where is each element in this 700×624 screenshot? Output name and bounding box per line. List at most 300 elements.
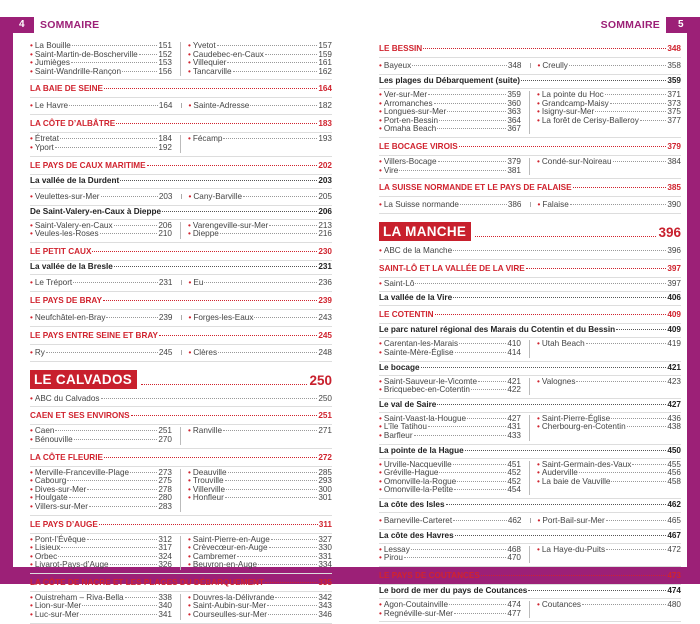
bullet-icon: • [379, 608, 382, 618]
entry-page-number: 192 [158, 142, 172, 152]
toc-entry[interactable] [379, 386, 521, 395]
section-heading [30, 410, 332, 425]
dot-leader [220, 233, 318, 234]
section-link[interactable] [379, 263, 681, 275]
dot-leader [411, 549, 507, 550]
toc-entry[interactable] [537, 423, 681, 432]
toc-entry[interactable] [189, 312, 333, 323]
entry-label: Le bord de mer du pays de Coutances [379, 586, 528, 596]
entry-page-number: 431 [507, 422, 521, 432]
entry-column-right [182, 277, 333, 288]
region-page-number: 250 [309, 372, 332, 388]
bullet-icon: • [188, 312, 192, 322]
entry-list [379, 245, 681, 260]
dot-leader [103, 300, 317, 301]
toc-entry[interactable] [379, 125, 521, 134]
dot-leader [569, 65, 666, 66]
entry-label: Saint-Vaast-la-Hougue [383, 413, 467, 423]
region-page-number: 396 [658, 225, 681, 241]
entry-page-number: 205 [318, 191, 332, 201]
toc-entry[interactable] [537, 158, 681, 167]
entry-page-number: 427 [507, 413, 521, 423]
subsection-link[interactable] [379, 585, 681, 597]
bullet-icon: • [379, 115, 382, 125]
entry-label: Dieppe [192, 229, 219, 239]
toc-entry[interactable] [379, 432, 521, 441]
entry-label: LE PAYS DE CAUX MARITIME [30, 160, 146, 170]
region-badge: LA MANCHE [379, 222, 471, 241]
toc-entry[interactable] [30, 611, 172, 620]
entry-page-number: 151 [158, 41, 172, 50]
toc-entry[interactable] [188, 68, 332, 77]
dot-leader [437, 404, 666, 405]
section-link[interactable] [30, 83, 332, 95]
bullet-icon: • [379, 515, 382, 525]
entry-label: Trouville [192, 476, 224, 486]
toc-entry[interactable] [30, 395, 332, 404]
section-link[interactable] [30, 577, 332, 589]
entry-page-number: 293 [318, 476, 332, 486]
section-link[interactable] [379, 309, 681, 321]
bullet-icon: • [379, 459, 382, 469]
entry-label: Caudebec-en-Caux [192, 49, 264, 59]
toc-entry[interactable] [379, 610, 521, 619]
entry-page-number: 379 [667, 141, 681, 151]
bullet-icon: • [188, 426, 191, 436]
entry-label: Port-Bail-sur-Mer [542, 515, 605, 525]
dot-leader [162, 211, 317, 212]
entry-column-right [531, 199, 682, 210]
dot-leader [459, 146, 667, 147]
bullet-icon: • [30, 592, 33, 602]
toc-entry[interactable] [537, 601, 681, 610]
entry-list [379, 338, 681, 361]
bullet-icon: • [30, 543, 33, 553]
entry-page-number: 396 [667, 246, 681, 256]
entry-label: Livarot-Pays-d’Auge [34, 560, 109, 570]
bullet-icon: • [30, 49, 33, 59]
bullet-icon: • [379, 200, 382, 210]
left-page-number: 4 [19, 19, 25, 30]
left-page-header: SOMMAIRE [40, 19, 100, 31]
toc-entry[interactable] [188, 135, 332, 144]
subsection-link[interactable] [379, 75, 681, 87]
entry-label: Sainte-Adresse [193, 101, 250, 111]
section-link[interactable] [30, 295, 332, 307]
entry-column-right [181, 42, 332, 76]
entry-list [379, 513, 681, 530]
dot-leader [228, 472, 318, 473]
toc-entry[interactable] [189, 347, 333, 358]
entry-page-number: 231 [158, 277, 173, 287]
bullet-icon: • [30, 551, 33, 561]
bullet-icon: • [188, 560, 191, 570]
entry-page-number: 270 [158, 434, 172, 444]
bullet-icon: • [379, 376, 382, 386]
entry-page-number: 359 [667, 76, 681, 85]
dot-leader [99, 524, 318, 525]
section-link[interactable] [30, 452, 332, 464]
section-link[interactable] [379, 182, 681, 194]
subsection-heading [379, 585, 681, 599]
subsection-link[interactable] [379, 530, 681, 542]
dot-leader [573, 187, 667, 188]
dot-leader [521, 80, 666, 81]
entry-label: Le val de Saire [379, 399, 437, 409]
entry-column-right [530, 546, 681, 563]
entry-column-left [379, 515, 530, 526]
entry-label: SAINT-LÔ ET LA VALLÉE DE LA VIRE [379, 263, 525, 273]
entry-label: LE PAYS DE BRAY [30, 295, 103, 305]
dot-leader [613, 161, 667, 162]
region-heading[interactable] [30, 370, 332, 389]
entry-list [379, 156, 681, 179]
entry-page-number: 423 [667, 376, 681, 386]
right-page-number: 5 [678, 19, 684, 30]
section-link[interactable] [30, 160, 332, 172]
bullet-icon: • [30, 347, 33, 357]
entry-column-left [30, 100, 181, 111]
bullet-icon: • [379, 476, 382, 486]
toc-entry[interactable] [30, 144, 172, 153]
section-link[interactable] [30, 519, 332, 531]
dot-leader [223, 430, 317, 431]
section-link[interactable] [379, 141, 681, 153]
dot-leader [640, 120, 667, 121]
entry-page-number: 203 [318, 175, 332, 185]
subsection-heading [379, 530, 681, 544]
section-heading [379, 141, 681, 156]
entry-label: Veules-les-Roses [34, 229, 99, 239]
subsection-heading [30, 261, 332, 275]
toc-entry[interactable] [379, 280, 681, 289]
dot-leader [579, 472, 667, 473]
entry-page-number: 231 [318, 261, 332, 271]
dot-leader [481, 575, 666, 576]
entry-label: LA CÔTE D’ALBÂTRE [30, 119, 116, 129]
toc-entry[interactable] [189, 191, 333, 202]
entry-label: La Suisse normande [383, 200, 459, 210]
entry-label: Villers-Bocage [383, 156, 437, 166]
section-link[interactable] [30, 330, 332, 342]
entry-label: LA BAIE DE SEINE [30, 84, 103, 94]
bullet-icon: • [30, 560, 33, 570]
entry-label: Villers-sur-Mer [34, 501, 88, 511]
entry-label: Veulettes-sur-Mer [34, 191, 100, 201]
entry-column-right [531, 515, 682, 526]
entry-page-number: 324 [158, 551, 172, 561]
entry-page-number: 427 [667, 399, 681, 409]
toc-entry[interactable] [379, 486, 521, 495]
bullet-icon: • [379, 430, 382, 440]
dot-leader [423, 48, 666, 49]
toc-entry[interactable] [538, 199, 682, 210]
dot-leader [595, 111, 666, 112]
dot-leader [147, 165, 318, 166]
dot-leader [106, 317, 157, 318]
entry-label: Saint-Valery-en-Caux [34, 220, 113, 230]
subsection-link[interactable] [379, 445, 681, 457]
toc-entry[interactable] [379, 167, 521, 176]
dot-leader [69, 105, 158, 106]
toc-entry[interactable] [30, 312, 173, 323]
entry-page-number: 414 [507, 347, 521, 357]
entry-column-left [30, 536, 181, 570]
entry-column-right [181, 427, 332, 444]
entry-label: Barneville-Carteret [383, 515, 453, 525]
entry-label: Le Havre [34, 101, 69, 111]
entry-label: La Bouille [34, 41, 71, 50]
entry-page-number: 213 [318, 220, 332, 230]
toc-entry[interactable] [30, 561, 172, 570]
bullet-icon: • [30, 134, 33, 144]
entry-page-number: 251 [318, 411, 332, 421]
entry-label: Ouistreham – Riva-Bella [34, 592, 124, 602]
bullet-icon: • [379, 61, 382, 70]
toc-entry[interactable] [189, 100, 333, 111]
subsection-link[interactable] [379, 499, 681, 511]
entry-page-number: 384 [667, 156, 681, 166]
subsection-link[interactable] [379, 399, 681, 411]
entry-list [379, 413, 681, 445]
bullet-icon: • [379, 422, 382, 432]
entry-label: LA CÔTE DE NACRE ET LES PLAGES DU DÉBARQUEMENT [30, 577, 264, 587]
toc-entry[interactable] [30, 68, 172, 77]
bullet-icon: • [379, 165, 382, 175]
entry-page-number: 360 [507, 98, 521, 108]
dot-leader [100, 233, 158, 234]
toc-entry[interactable] [188, 611, 332, 620]
entry-label: Falaise [542, 200, 569, 210]
bullet-icon: • [30, 142, 33, 152]
dot-leader [475, 236, 656, 237]
dot-leader [454, 613, 506, 614]
entry-label: Merville-Franceville-Plage [34, 467, 130, 477]
toc-entry[interactable] [188, 561, 332, 570]
entry-page-number: 467 [667, 530, 681, 540]
entry-page-number: 373 [667, 98, 681, 108]
bullet-icon: • [537, 468, 540, 478]
toc-entry[interactable] [537, 546, 681, 555]
entry-list [30, 534, 332, 574]
entry-list [30, 40, 332, 80]
dot-leader [104, 88, 317, 89]
entry-page-number: 343 [318, 601, 332, 611]
entry-page-number: 454 [507, 485, 521, 495]
section-link[interactable] [30, 118, 332, 130]
bullet-icon: • [379, 98, 382, 108]
entry-label: Lion-sur-Mer [34, 601, 82, 611]
entry-label: Arromanches [383, 98, 433, 108]
toc-entry[interactable] [30, 347, 173, 358]
entry-page-number: 327 [318, 534, 332, 544]
toc-entry[interactable] [379, 554, 521, 563]
entry-page-number: 363 [507, 107, 521, 117]
subsection-link[interactable] [379, 292, 681, 304]
toc-entry[interactable] [379, 60, 522, 71]
bullet-icon: • [379, 124, 382, 134]
left-page-edge-bar [0, 17, 13, 584]
entry-page-number: 216 [318, 229, 332, 239]
entry-column-right [530, 340, 681, 357]
subsection-link[interactable] [379, 324, 681, 336]
entry-page-number: 456 [667, 468, 681, 478]
entry-label: LE BOCAGE VIROIS [379, 141, 458, 151]
entry-page-number: 451 [507, 459, 521, 469]
dot-leader [69, 497, 158, 498]
entry-label: Carentan-les-Marais [383, 339, 459, 349]
bullet-icon: • [379, 278, 382, 288]
entry-label: LE PAYS ENTRE SEINE ET BRAY [30, 330, 158, 340]
entry-page-number: 152 [158, 49, 172, 59]
bullet-icon: • [188, 592, 191, 602]
entry-label: Cabourg [34, 476, 67, 486]
toc-entry[interactable] [188, 427, 332, 436]
entry-page-number: 348 [667, 44, 681, 53]
entry-label: Valognes [541, 376, 576, 386]
entry-page-number: 375 [667, 107, 681, 117]
entry-label: Isigny-sur-Mer [541, 107, 595, 117]
subsection-heading [379, 292, 681, 306]
bullet-icon: • [30, 101, 33, 111]
toc-entry[interactable] [188, 230, 332, 239]
entry-list [379, 599, 681, 622]
entry-page-number: 182 [318, 101, 332, 111]
bullet-icon: • [188, 493, 191, 503]
entry-page-number: 462 [667, 499, 681, 509]
entry-label: Sainte-Mère-Église [383, 347, 454, 357]
entry-page-number: 330 [318, 543, 332, 553]
toc-entry[interactable] [30, 100, 173, 111]
entry-label: Condé-sur-Noireau [541, 156, 612, 166]
entry-column-right [530, 378, 681, 395]
bullet-icon: • [537, 515, 541, 525]
subsection-link[interactable] [30, 261, 332, 273]
entry-page-number: 245 [158, 347, 173, 357]
entry-page-number: 470 [507, 553, 521, 563]
dot-leader [225, 497, 318, 498]
left-page-toc [30, 40, 332, 624]
toc-entry[interactable] [537, 340, 681, 349]
toc-entry[interactable] [379, 515, 522, 526]
bullet-icon: • [188, 347, 192, 357]
bullet-icon: • [188, 66, 191, 76]
entry-label: Vire [383, 165, 399, 175]
entry-column-left [30, 42, 181, 76]
toc-entry[interactable] [379, 199, 522, 210]
toc-entry[interactable] [30, 191, 173, 202]
entry-page-number: 250 [318, 393, 332, 403]
bullet-icon: • [379, 156, 382, 166]
entry-page-number: 346 [318, 610, 332, 620]
toc-entry[interactable] [537, 378, 681, 387]
entry-page-number: 153 [158, 58, 172, 68]
bullet-icon: • [379, 246, 382, 256]
entry-label: Cambremer [192, 551, 237, 561]
toc-entry[interactable] [537, 117, 681, 126]
subsection-heading [379, 324, 681, 338]
dot-leader [271, 539, 318, 540]
entry-column-right [531, 60, 682, 71]
bullet-icon: • [30, 58, 33, 68]
entry-label: Longues-sur-Mer [383, 107, 447, 117]
toc-entry[interactable] [30, 277, 173, 288]
entry-label: Neufchâtel-en-Bray [34, 312, 106, 322]
bullet-icon: • [30, 393, 33, 403]
subsection-link[interactable] [30, 175, 332, 187]
entry-page-number: 311 [318, 519, 332, 529]
entry-label: Le Tréport [34, 277, 73, 287]
bullet-icon: • [188, 543, 191, 553]
dot-leader [437, 128, 506, 129]
entry-label: Le parc naturel régional des Marais du Cotentin et du Bessin [379, 325, 616, 335]
section-link[interactable] [379, 43, 681, 55]
entry-page-number: 164 [318, 84, 332, 94]
section-link[interactable] [30, 246, 332, 258]
toc-entry[interactable] [537, 478, 681, 487]
region-heading[interactable] [379, 222, 681, 241]
entry-page-number: 206 [158, 220, 172, 230]
entry-label: Saint-Pierre-Église [541, 413, 611, 423]
toc-entry[interactable] [379, 349, 521, 358]
bullet-icon: • [379, 600, 382, 610]
entry-column-left [379, 415, 530, 441]
dot-leader [87, 489, 157, 490]
dot-leader [467, 418, 506, 419]
entry-page-number: 438 [667, 422, 681, 432]
toc-entry[interactable] [188, 494, 332, 503]
entry-page-number: 480 [667, 600, 681, 610]
entry-column-right [181, 536, 332, 570]
dot-leader [434, 103, 507, 104]
entry-column-left [30, 277, 181, 288]
entry-list [30, 467, 332, 516]
dot-leader [125, 597, 158, 598]
entry-column-right [181, 594, 332, 620]
toc-entry[interactable] [30, 230, 172, 239]
section-link[interactable] [379, 570, 681, 582]
dot-leader [159, 335, 317, 336]
toc-entry[interactable] [379, 247, 681, 256]
dot-leader [61, 547, 157, 548]
subsection-link[interactable] [30, 206, 332, 218]
toc-entry[interactable] [379, 158, 521, 167]
toc-entry[interactable] [30, 503, 172, 512]
subsection-heading [379, 75, 681, 89]
dot-leader [526, 268, 667, 269]
section-link[interactable] [30, 410, 332, 422]
entry-label: De Saint-Valery-en-Caux à Dieppe [30, 206, 162, 216]
entry-page-number: 164 [158, 101, 173, 111]
dot-leader [460, 204, 507, 205]
toc-entry[interactable] [538, 515, 682, 526]
entry-label: Saint-Sauveur-le-Vicomte [383, 376, 478, 386]
toc-entry[interactable] [189, 277, 333, 288]
dot-leader [265, 582, 317, 583]
entry-label: Luc-sur-Mer [34, 610, 80, 620]
dot-leader [269, 547, 318, 548]
bullet-icon: • [188, 476, 191, 486]
toc-entry[interactable] [538, 60, 682, 71]
dot-leader [606, 549, 666, 550]
subsection-link[interactable] [379, 362, 681, 374]
dot-leader [453, 520, 507, 521]
entry-column-left [379, 199, 530, 210]
bullet-icon: • [537, 376, 540, 386]
subsection-heading [379, 399, 681, 413]
entry-column-left [379, 158, 530, 175]
toc-entry[interactable] [30, 436, 172, 445]
